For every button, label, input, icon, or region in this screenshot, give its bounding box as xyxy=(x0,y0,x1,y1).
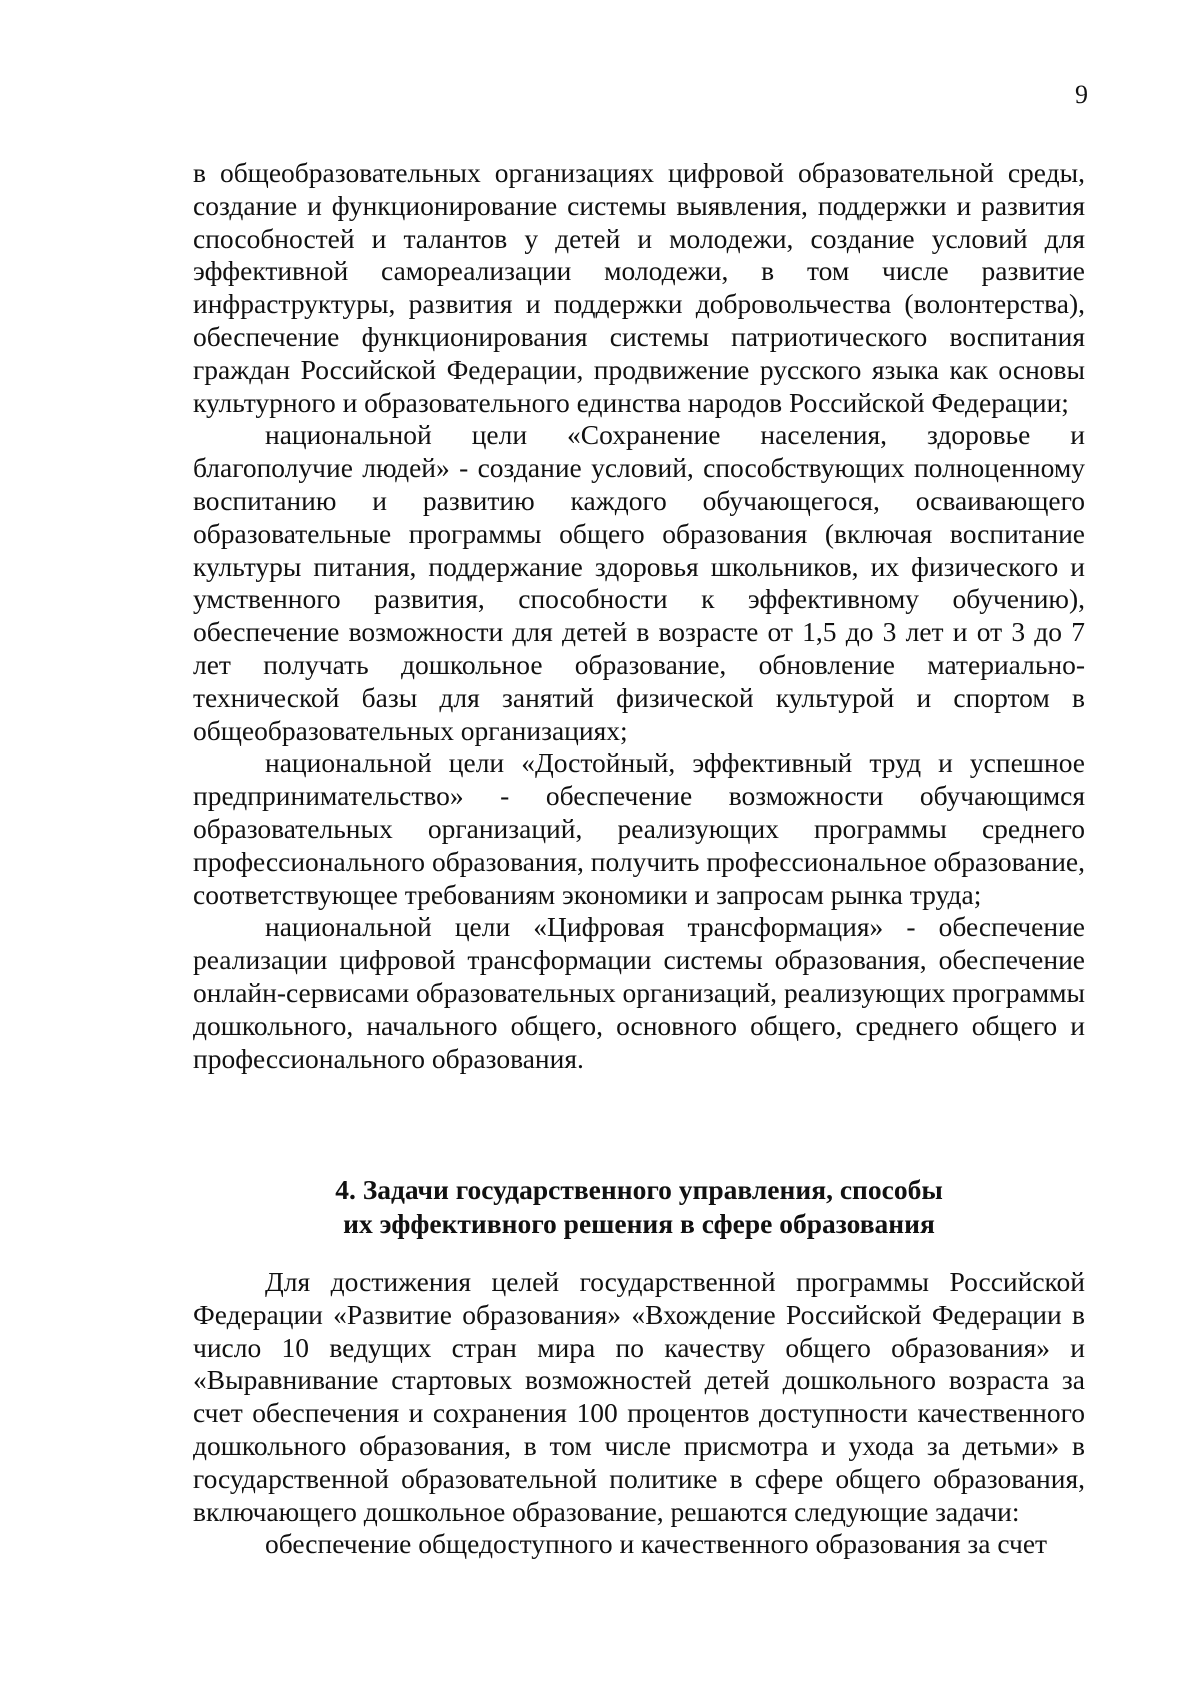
section-heading-line-2: их эффективного решения в сфере образования xyxy=(343,1208,935,1239)
section-body xyxy=(193,1266,1085,1561)
section-heading-line-1: 4. Задачи государственного управления, способы xyxy=(335,1174,943,1205)
paragraph-goal-labor: национальной цели «Достойный, эффективный труд и успешное предпринимательство» - обеспечение возможности обучающимся образовательных организаций, реализующих программы среднего профессионального образования, получить профессиональное образование, соответствующее требованиям экономики и запросам рынка труда; xyxy=(193,747,1085,910)
paragraph-goal-population: национальной цели «Сохранение населения, здоровье и благополучие людей» - создание условий, способствующих полноценному воспитанию и развитию каждого обучающегося, осваивающего образовательные программы общего образования (включая воспитание культуры питания, поддержание здоровья школьников, их физического и умственного развития, способности к эффективному обучению), обеспечение возможности для детей в возрасте от 1,5 до 3 лет и от 3 до 7 лет получать дошкольное образование, обновление материально-технической базы для занятий физической культурой и спортом в общеобразовательных организациях; xyxy=(193,419,1085,746)
page-number: 9 xyxy=(1075,80,1088,109)
section-heading xyxy=(193,1173,1085,1241)
paragraph-continuation: в общеобразовательных организациях цифровой образовательной среды, создание и функционирование системы выявления, поддержки и развития способностей и талантов у детей и молодежи, создание условий для эффективной самореализации молодежи, в том числе развитие инфраструктуры, развития и поддержки добровольчества (волонтерства), обеспечение функционирования системы патриотического воспитания граждан Российской Федерации, продвижение русского языка как основы культурного и образовательного единства народов Российской Федерации; xyxy=(193,157,1085,418)
paragraph-task-1: обеспечение общедоступного и качественного образования за счет xyxy=(265,1528,1048,1560)
document-body xyxy=(193,157,1085,1075)
paragraph-tasks-intro: Для достижения целей государственной программы Российской Федерации «Развитие образования» «Вхождение Российской Федерации в число 10 ведущих стран мира по качеству общего образования» и «Выравнивание стартовых возможностей детей дошкольного возраста за счет обеспечения и сохранения 100 процентов доступности качественного дошкольного образования, в том числе присмотра и ухода за детьми» в государственной образовательной политике в сфере общего образования, включающего дошкольное образование, решаются следующие задачи: xyxy=(193,1266,1085,1527)
paragraph-goal-digital: национальной цели «Цифровая трансформация» - обеспечение реализации цифровой трансформации системы образования, обеспечение онлайн-сервисами образовательных организаций, реализующих программы дошкольного, начального общего, основного общего, среднего общего и профессионального образования. xyxy=(193,911,1085,1074)
